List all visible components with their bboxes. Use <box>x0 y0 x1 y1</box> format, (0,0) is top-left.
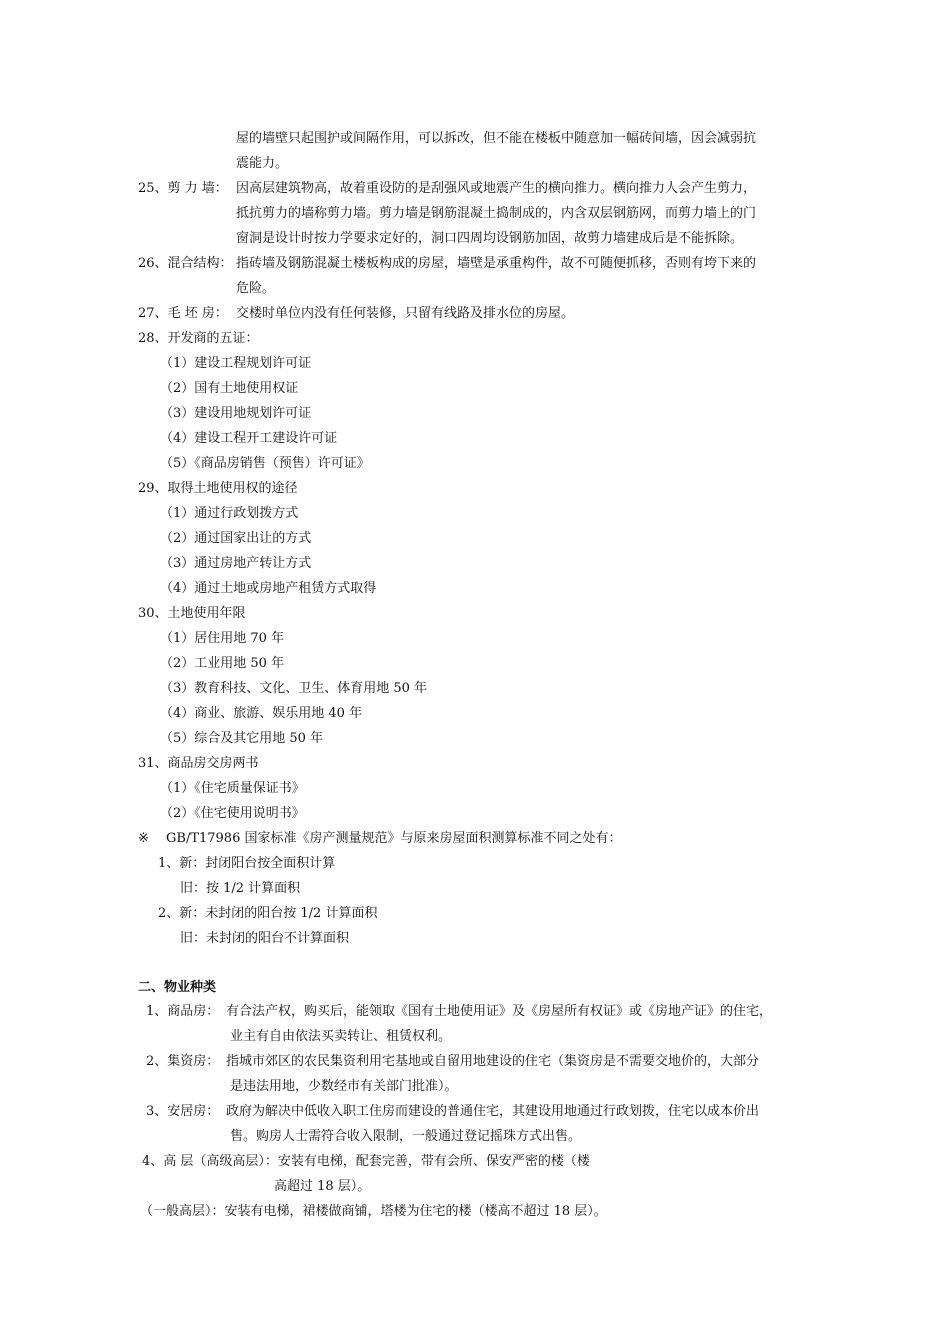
list-item: （1）《住宅质量保证书》 <box>160 781 305 796</box>
item-27-label: 27、毛 坯 房： <box>138 306 228 321</box>
item-28-heading: 28、开发商的五证： <box>138 331 259 346</box>
list-item: （4）通过土地或房地产租赁方式取得 <box>160 581 377 596</box>
note-item-2-old: 旧：未封闭的阳台不计算面积 <box>180 931 350 946</box>
list-item: （2）通过国家出让的方式 <box>160 531 312 546</box>
list-item: （3）教育科技、文化、卫生、体育用地 50 年 <box>160 681 428 696</box>
note-item-1-new: 1、新：封闭阳台按全面积计算 <box>158 856 336 871</box>
list-item: （2）国有土地使用权证 <box>160 381 299 396</box>
property-3-label: 3、安居房： <box>146 1104 220 1119</box>
property-1-label: 1、商品房： <box>146 1004 220 1019</box>
item-26-line-2: 危险。 <box>236 281 276 296</box>
property-3-line-2: 售。购房人士需符合收入限制，一般通过登记摇珠方式出售。 <box>230 1129 582 1144</box>
list-item: （2）《住宅使用说明书》 <box>160 806 305 821</box>
item-25-line-1: 因高层建筑物高，故着重设防的是刮强风或地震产生的横向推力。横向推力人会产生剪力， <box>236 181 757 196</box>
property-2-line-1: 指城市郊区的农民集资利用宅基地或自留用地建设的住宅（集资房是不需要交地价的，大部分 <box>226 1054 760 1069</box>
list-item: （5）综合及其它用地 50 年 <box>160 731 324 746</box>
note-item-1-old: 旧：按 1/2 计算面积 <box>180 881 301 896</box>
item-30-heading: 30、土地使用年限 <box>138 606 246 621</box>
list-item: （3）建设用地规划许可证 <box>160 406 312 421</box>
list-item: （1）建设工程规划许可证 <box>160 356 312 371</box>
item-29-heading: 29、取得土地使用权的途径 <box>138 481 298 496</box>
property-3-line-1: 政府为解决中低收入职工住房而建设的普通住宅，其建设用地通过行政划拨，住宅以成本价出 <box>226 1104 760 1119</box>
item-24-continuation-line-1: 屋的墙壁只起围护或间隔作用，可以拆改，但不能在楼板中随意加一幅砖间墙，因会减弱抗 <box>236 131 757 146</box>
item-24-continuation-line-2: 震能力。 <box>236 156 289 171</box>
property-4-line-3: （一般高层）：安装有电梯，裙楼做商铺，塔楼为住宅的楼（楼高不超过 18 层）。 <box>140 1204 607 1219</box>
item-26-line-1: 指砖墙及钢筋混凝土楼板构成的房屋，墙壁是承重构件，故不可随便抓移，否则有垮下来的 <box>236 256 757 271</box>
list-item: （4）建设工程开工建设许可证 <box>160 431 338 446</box>
list-item: （2）工业用地 50 年 <box>160 656 285 671</box>
property-4-line-1: 4、高 层（高级高层）：安装有电梯，配套完善，带有会所、保安严密的楼（楼 <box>142 1154 590 1169</box>
list-item: （1）通过行政划拨方式 <box>160 506 299 521</box>
section-heading: 二、物业种类 <box>138 980 217 995</box>
property-4-line-2: 高超过 18 层）。 <box>274 1179 371 1194</box>
item-25-line-3: 窗洞是设计时按力学要求定好的，洞口四周均设钢筋加固，故剪力墙建成后是不能拆除。 <box>236 231 744 246</box>
property-2-label: 2、集资房： <box>146 1054 220 1069</box>
item-31-heading: 31、商品房交房两书 <box>138 756 259 771</box>
list-item: （1）居住用地 70 年 <box>160 631 285 646</box>
list-item: （3）通过房地产转让方式 <box>160 556 312 571</box>
note-item-2-new: 2、新：未封闭的阳台按 1/2 计算面积 <box>158 906 378 921</box>
list-item: （5）《商品房销售（预售）许可证》 <box>160 456 370 471</box>
list-item: （4）商业、旅游、娱乐用地 40 年 <box>160 706 363 721</box>
property-2-line-2: 是违法用地，少数经市有关部门批准）。 <box>230 1079 458 1094</box>
item-27-line-1: 交楼时单位内没有任何装修，只留有线路及排水位的房屋。 <box>236 306 575 321</box>
item-26-label: 26、混合结构： <box>138 256 233 271</box>
item-25-label: 25、剪 力 墙： <box>138 181 228 196</box>
note-mark: ※ <box>138 831 149 846</box>
property-1-line-2: 业主有自由依法买卖转让、租赁权利。 <box>230 1029 452 1044</box>
item-25-line-2: 抵抗剪力的墙称剪力墙。剪力墙是钢筋混凝土捣制成的，内含双层钢筋网，而剪力墙上的门 <box>236 206 757 221</box>
note-text: GB/T17986 国家标准《房产测量规范》与原来房屋面积测算标准不同之处有： <box>166 831 622 846</box>
property-1-line-1: 有合法产权，购买后，能领取《国有土地使用证》及《房屋所有权证》或《房地产证》的住宅， <box>226 1004 773 1019</box>
